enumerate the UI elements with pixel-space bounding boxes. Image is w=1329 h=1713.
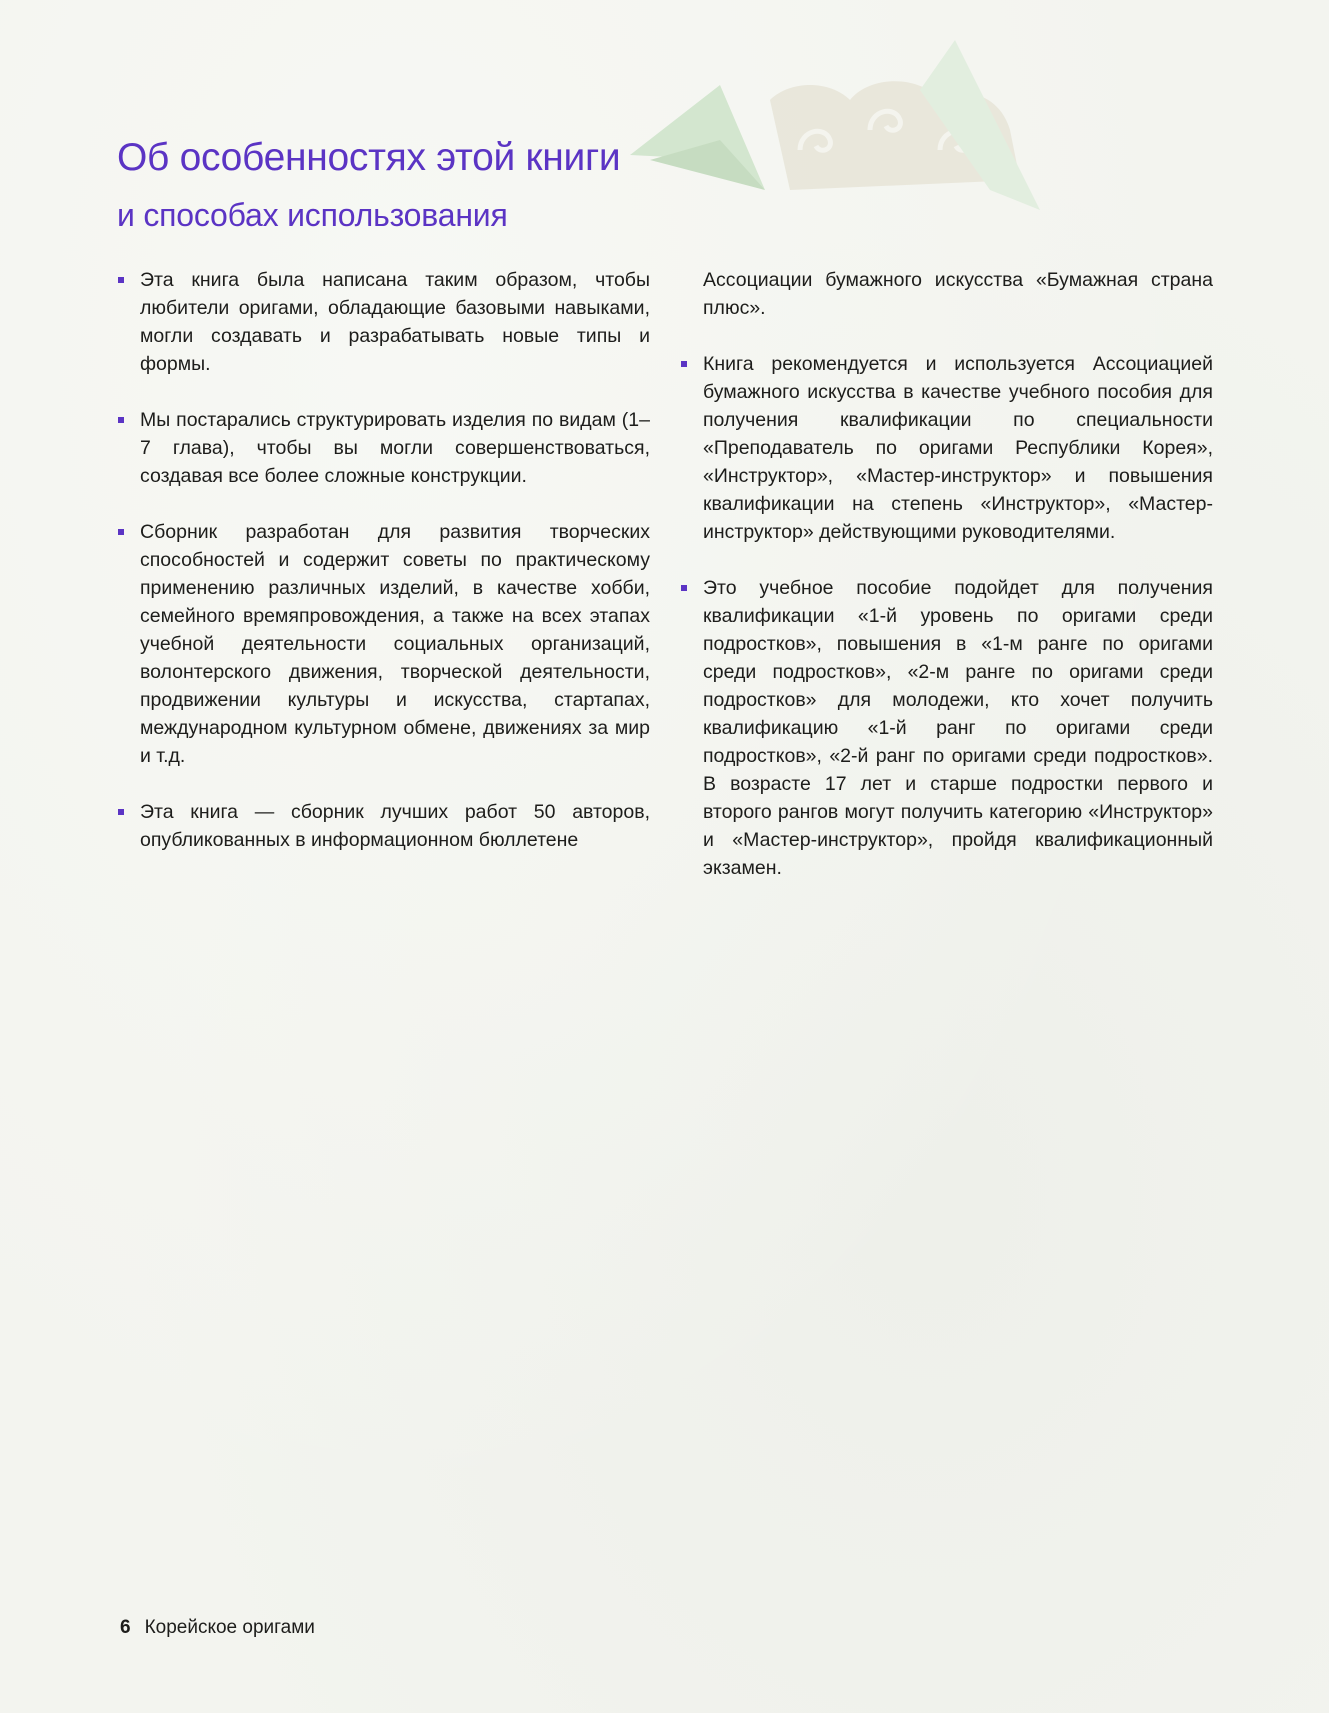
left-column [140,266,650,882]
page-subtitle: и способах использования [117,197,508,233]
page-title: Об особенностях этой книги [117,136,621,179]
book-title: Корейское оригами [144,1617,315,1638]
origami-decoration-image [620,40,1060,260]
page-number: 6 [120,1617,131,1638]
list-item-text: Мы постарались структурировать изделия по видам (1–7 глава), чтобы вы могли совершенствоваться, создавая все более сложные конструкции. [140,409,650,487]
list-item [140,266,650,378]
bullet-icon [118,277,124,283]
bullet-icon [118,809,124,815]
list-item [140,518,650,770]
list-item [140,406,650,490]
page-footer [120,1617,315,1639]
bullet-icon [681,361,687,367]
list-item-text: Это учебное пособие подойдет для получения квалификации «1-й уровень по оригами среди подростков», повышения в «1-м ранге по оригами среди подростков», «2-м ранге по оригами среди подростков» для молодежи, кто хочет получить квалификацию «1-й ранг по оригами среди подростков», «2-й ранг по оригами среди подростков». В возрасте 17 лет и старше подростки первого и второго рангов могут получить категорию «Инструктор» и «Мастер-инструктор», пройдя квалификационный экзамен. [703,577,1213,879]
list-item-text: Сборник разработан для развития творческих способностей и содержит советы по практическому применению различных изделий, в качестве хобби, семейного времяпровождения, а также на всех этапах учебной деятельности социальных организаций, волонтерского движения, творческой деятельности, продвижении культуры и искусства, стартапах, международном культурном обмене, движениях за мир и т.д. [140,521,650,767]
list-item-text: Книга рекомендуется и используется Ассоциацией бумажного искусства в качестве учебного пособия для получения квалификации по специальности «Преподаватель по оригами Республики Корея», «Инструктор», «Мастер-инструктор» и повышения квалификации на степень «Инструктор», «Мастер-инструктор» действующими руководителями. [703,353,1213,543]
bullet-icon [681,585,687,591]
list-item [140,798,650,854]
list-item-continuation [703,266,1213,322]
right-column [703,266,1213,910]
bullet-icon [118,529,124,535]
list-item-text: Ассоциации бумажного искусства «Бумажная страна плюс». [703,269,1213,319]
list-item-text: Эта книга — сборник лучших работ 50 авторов, опубликованных в информационном бюллетене [140,801,650,851]
bullet-icon [118,417,124,423]
list-item [703,350,1213,546]
list-item [703,574,1213,882]
list-item-text: Эта книга была написана таким образом, чтобы любители оригами, обладающие базовыми навыками, могли создавать и разрабатывать новые типы и формы. [140,269,650,375]
